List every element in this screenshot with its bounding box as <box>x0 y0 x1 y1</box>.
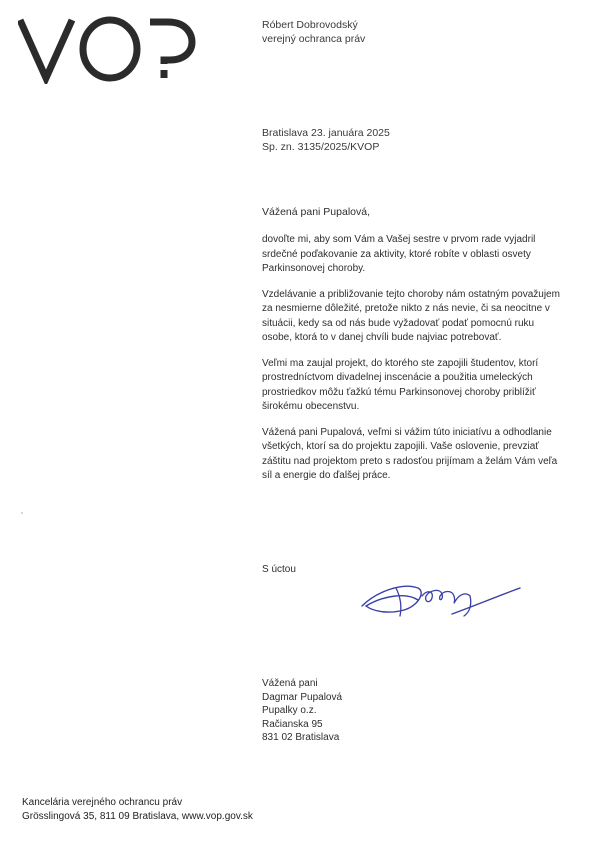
body-paragraph: Vážená pani Pupalová, veľmi si vážim túto iniciatívu a odhodlanie všetkých, ktorí sa do projektu zapojili. Vaše oslovenie, prevziať záštitu nad projektom preto s radosťou prijímam a želám Vám veľa síl a energie do ďalšej práce. <box>262 426 558 481</box>
recipient-line: 831 02 Bratislava <box>262 732 340 743</box>
body-paragraph: Vzdelávanie a približovanie tejto choroby nám ostatným považujem za nesmierne dôležité, pretože nikto z nás nevie, či sa neocitne v situácii, kedy sa od nás bude vyžadovať podať pomocnú ruku osobe, ktorá to v danej chvíli bude najviac potrebovať. <box>262 288 560 343</box>
vop-logo <box>18 14 196 84</box>
place-date: Bratislava 23. januára 2025 <box>262 127 390 139</box>
body-paragraph: Veľmi ma zaujal projekt, do ktorého ste zapojili študentov, ktorí prostredníctvom divadelnej inscenácie a použitia umeleckých prostriedkov môžu ťažkú tému Parkinsonovej choroby priblížiť širokému obecenstvu. <box>262 357 539 412</box>
footer-address: Grösslingová 35, 811 09 Bratislava, www.vop.gov.sk <box>22 811 253 822</box>
sender-name: Róbert Dobrovodský <box>262 19 358 31</box>
closing: S úctou <box>262 564 296 575</box>
footer-office: Kancelária verejného ochrancu práv <box>22 797 183 808</box>
salutation: Vážená pani Pupalová, <box>262 206 370 218</box>
footer <box>22 796 253 824</box>
recipient-line: Dagmar Pupalová <box>262 691 343 703</box>
handwritten-signature <box>356 566 526 630</box>
scan-speck <box>21 512 23 514</box>
recipient-line: Vážená pani <box>262 678 318 689</box>
recipient-line: Pupalky o.z. <box>262 705 317 716</box>
recipient-line: Račianska 95 <box>262 718 323 730</box>
letter-body <box>262 233 562 495</box>
body-paragraph: dovoľte mi, aby som Vám a Vašej sestre v prvom rade vyjadril srdečné poďakovanie za aktivity, ktoré robíte v oblasti osvety Parkinsonovej choroby. <box>262 234 536 274</box>
recipient-address <box>262 677 342 745</box>
sender-title: verejný ochranca práv <box>262 33 366 45</box>
reference-number: Sp. zn. 3135/2025/KVOP <box>262 141 380 153</box>
sender-block <box>262 18 365 46</box>
letter-meta <box>262 126 390 154</box>
